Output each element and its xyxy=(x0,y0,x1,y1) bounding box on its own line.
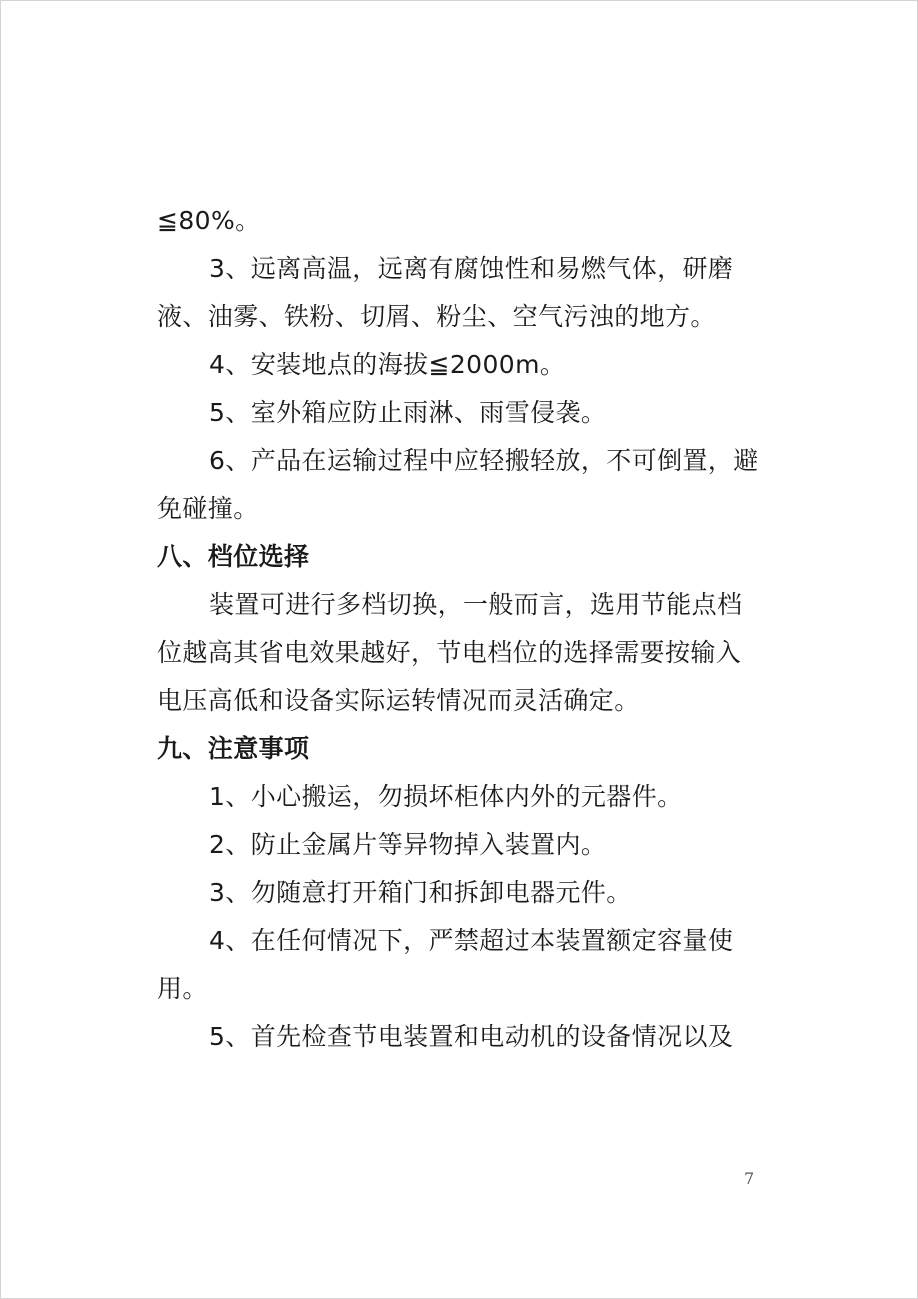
text-line: 5、首先检查节电装置和电动机的设备情况以及 xyxy=(209,1022,734,1051)
text-line: 6、产品在运输过程中应轻搬轻放，不可倒置，避 xyxy=(209,446,759,475)
text-line: 电压高低和设备实际运转情况而灵活确定。 xyxy=(157,686,640,715)
text-line: 液、油雾、铁粉、切屑、粉尘、空气污浊的地方。 xyxy=(157,302,716,331)
text-line: 3、勿随意打开箱门和拆卸电器元件。 xyxy=(209,878,632,907)
section-heading: 九、注意事项 xyxy=(157,734,310,763)
page-number: 7 xyxy=(744,1169,755,1188)
text-line: 4、在任何情况下，严禁超过本装置额定容量使 xyxy=(209,926,734,955)
text-line: 1、小心搬运，勿损坏柜体内外的元器件。 xyxy=(209,782,683,811)
text-line: 位越高其省电效果越好，节电档位的选择需要按输入 xyxy=(157,638,742,667)
text-line: 2、防止金属片等异物掉入装置内。 xyxy=(209,830,607,859)
text-line: 免碰撞。 xyxy=(157,494,259,523)
text-line: 装置可进行多档切换，一般而言，选用节能点档 xyxy=(209,590,743,619)
section-heading: 八、档位选择 xyxy=(157,542,310,571)
text-line: 用。 xyxy=(157,974,208,1003)
text-line: 3、远离高温，远离有腐蚀性和易燃气体，研磨 xyxy=(209,254,734,283)
text-line: 4、安装地点的海拔≦2000m。 xyxy=(209,350,566,379)
text-line: 5、室外箱应防止雨淋、雨雪侵袭。 xyxy=(209,398,607,427)
text-line: ≦80%。 xyxy=(157,206,261,235)
